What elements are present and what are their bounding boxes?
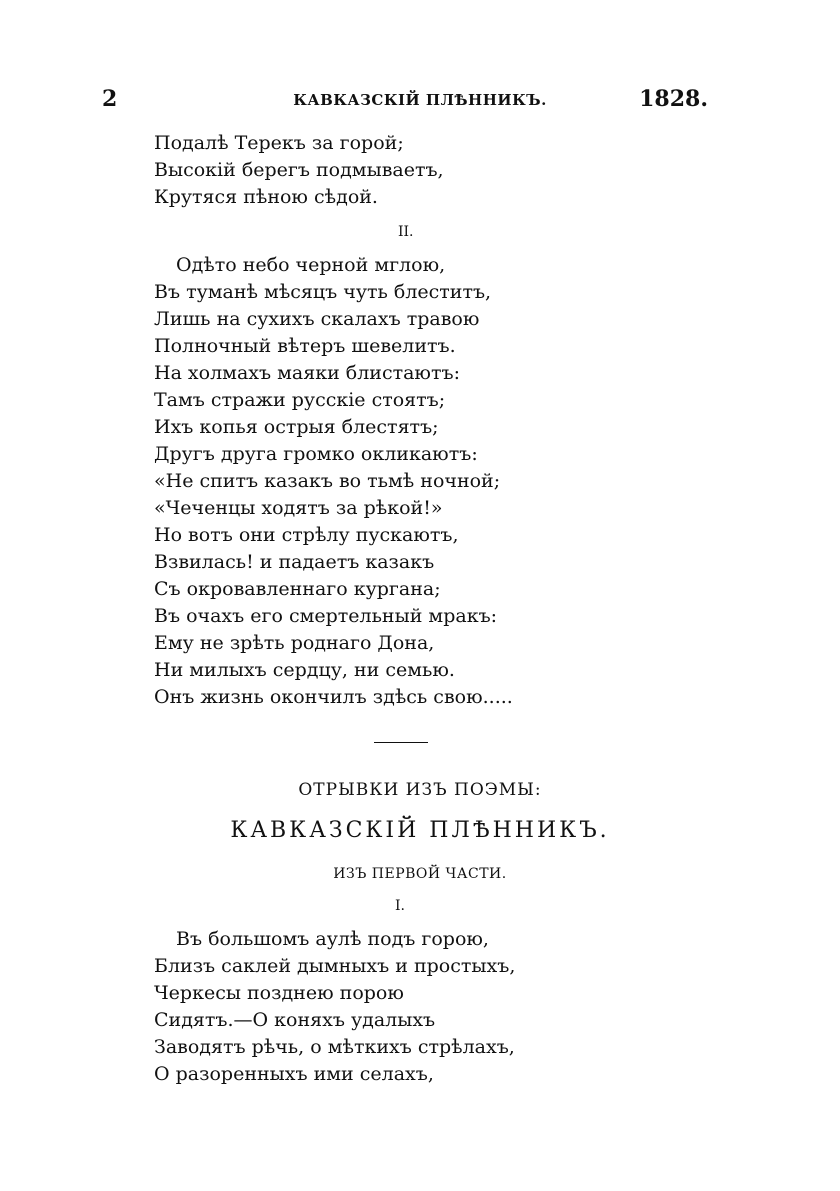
- poem-line: Ихъ копья острыя блестятъ;: [154, 416, 439, 438]
- poem-line: «Чеченцы ходятъ за рѣкой!»: [154, 497, 443, 519]
- poem-line: Полночный вѣтеръ шевелитъ.: [154, 335, 456, 357]
- poem-line: Сидятъ.—О коняхъ удалыхъ: [154, 1009, 436, 1031]
- poem-line: Ни милыхъ сердцу, ни семью.: [154, 659, 455, 681]
- poem-line: Лишь на сухихъ скалахъ травою: [154, 308, 480, 330]
- poem-line: Другъ друга громко окликаютъ:: [154, 443, 478, 465]
- fragments-heading: ОТРЫВКИ ИЗЪ ПОЭМЫ:: [298, 780, 542, 800]
- poem-line: Тамъ стражи русскіе стоятъ;: [154, 389, 446, 411]
- poem-line: Въ очахъ его смертельный мракъ:: [154, 605, 498, 627]
- section-numeral: I.: [395, 898, 405, 914]
- poem-line: Онъ жизнь окончилъ здѣсь свою.....: [154, 686, 513, 708]
- poem-line: Высокій берегъ подмываетъ,: [154, 159, 444, 181]
- section-numeral: II.: [398, 224, 414, 240]
- part-heading: ИЗЪ ПЕРВОЙ ЧАСТИ.: [333, 866, 507, 882]
- page-number: 2: [102, 86, 118, 112]
- poem-line: Въ туманѣ мѣсяцъ чуть блеститъ,: [154, 281, 492, 303]
- poem-line: Ему не зрѣть роднаго Дона,: [154, 632, 435, 654]
- poem-line: Заводятъ рѣчь, о мѣткихъ стрѣлахъ,: [154, 1036, 515, 1058]
- poem-line: На холмахъ маяки блистаютъ:: [154, 362, 460, 384]
- poem-title: КАВКАЗСКІЙ ПЛѢННИКЪ.: [230, 818, 610, 843]
- poem-line: Взвилась! и падаетъ казакъ: [154, 551, 435, 573]
- poem-line: Крутяся пѣною сѣдой.: [154, 186, 378, 208]
- poem-line: Съ окровавленнаго кургана;: [154, 578, 441, 600]
- poem-line: Подалѣ Терекъ за горой;: [154, 132, 404, 154]
- poem-line: «Не спитъ казакъ во тьмѣ ночной;: [154, 470, 501, 492]
- poem-line: Одѣто небо черной мглою,: [176, 254, 446, 276]
- header-year: 1828.: [639, 86, 708, 112]
- running-title: КАВКАЗСКІЙ ПЛѢННИКЪ.: [293, 91, 547, 109]
- poem-line: Но вотъ они стрѣлу пускаютъ,: [154, 524, 459, 546]
- poem-line: О разоренныхъ ими селахъ,: [154, 1063, 434, 1085]
- poem-line: Близъ саклей дымныхъ и простыхъ,: [154, 955, 516, 977]
- section-divider: [374, 742, 428, 743]
- poem-line: Черкесы позднею порою: [154, 982, 404, 1004]
- poem-line: Въ большомъ аулѣ подъ горою,: [176, 928, 489, 950]
